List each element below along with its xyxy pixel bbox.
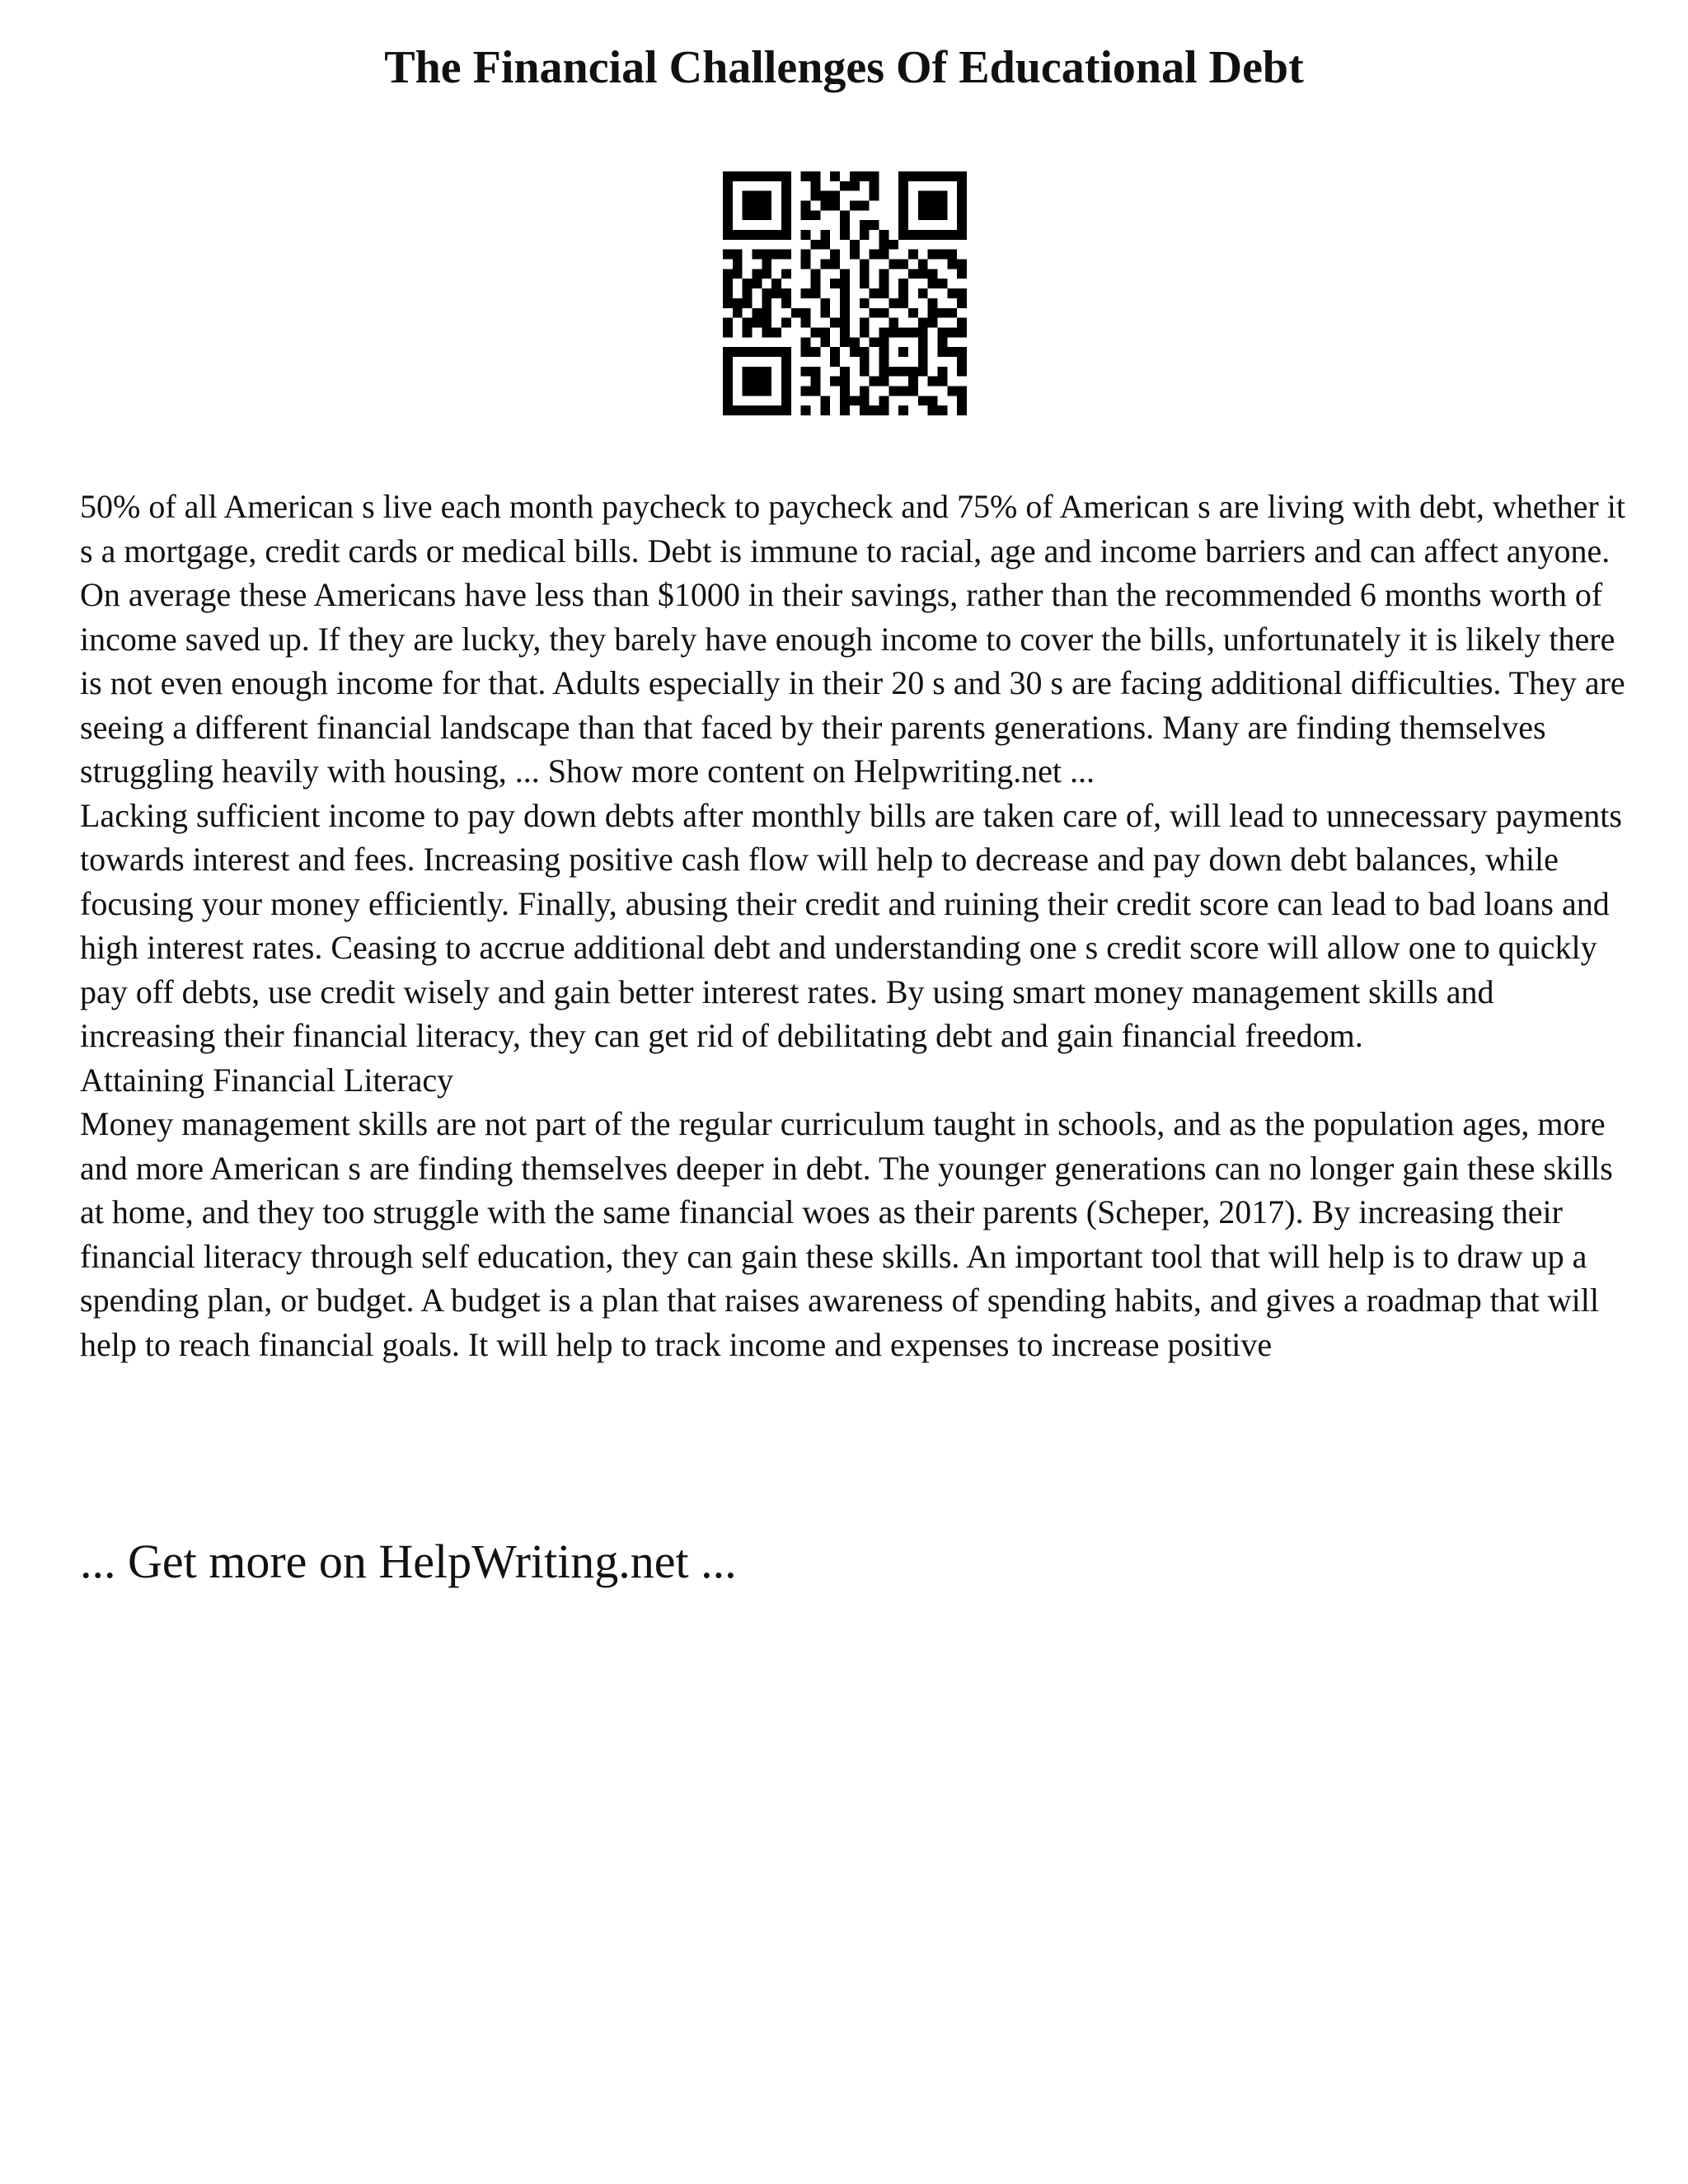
qr-code-icon[interactable] (723, 171, 967, 415)
section-heading: Attaining Financial Literacy (80, 1061, 454, 1099)
paragraph-financial-literacy: Money management skills are not part of the regular curriculum taught in schools, and as the population ages, more and more American s are finding themselves deeper in debt. The younger generations can no longer gain these skills at home, and they too struggle with the same financial woes as their parents (Scheper, 2017). By increasing their financial literacy through self education, they can gain these skills. An important tool that will help is to draw up a spending plan, or budget. A budget is a plan that raises awareness of spending habits, and gives a roadmap that will help to reach financial goals. It will help to track income and expenses to increase positive (80, 1105, 1613, 1363)
document-body (80, 485, 1629, 1366)
paragraph-intro: 50% of all American s live each month paycheck to paycheck and 75% of American s are living with debt, whether it s a mortgage, credit cards or medical bills. Debt is immune to racial, age and income barriers and can affect anyone. On average these Americans have less than $1000 in their savings, rather than the recommended 6 months worth of income saved up. If they are lucky, they barely have enough income to cover the bills, unfortunately it is likely there is not even enough income for that. Adults especially in their 20 s and 30 s are facing additional difficulties. They are seeing a different financial landscape than that faced by their parents generations. Many are finding themselves struggling heavily with housing, ... Show more content on Helpwriting.net ... (80, 488, 1625, 790)
paragraph-cash-flow: Lacking sufficient income to pay down debts after monthly bills are taken care of, will lead to unnecessary payments towards interest and fees. Increasing positive cash flow will help to decrease and pay down debt balances, while focusing your money efficiently. Finally, abusing their credit and ruining their credit score can lead to bad loans and high interest rates. Ceasing to accrue additional debt and understanding one s credit score will allow one to quickly pay off debts, use credit wisely and gain better interest rates. By using smart money management skills and increasing their financial literacy, they can get rid of debilitating debt and gain financial freedom. (80, 796, 1622, 1054)
get-more-link[interactable]: ... Get more on HelpWriting.net ... (80, 1535, 737, 1588)
document-title: The Financial Challenges Of Educational Debt (384, 42, 1304, 93)
